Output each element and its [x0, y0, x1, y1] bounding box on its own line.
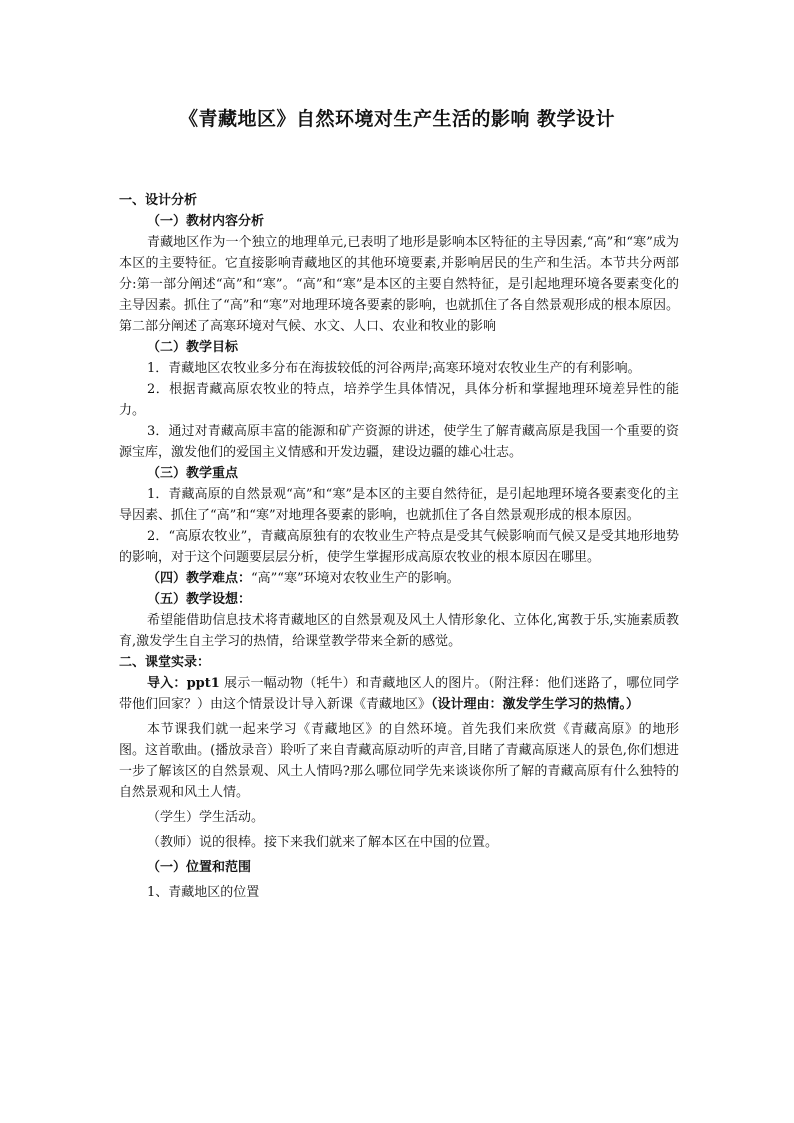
list-item-goal-1: 1．青藏地区农牧业多分布在海拔较低的河谷两岸;高寒环境对农牧业生产的有利影响。 [147, 361, 641, 376]
line-teacher-remark: （教师）说的很棒。接下来我们就来了解本区在中国的位置。 [147, 835, 499, 850]
document-title: 《青藏地区》自然环境对生产生活的影响 教学设计 [178, 108, 616, 130]
list-item-goal-2: 2．根据青藏高原农牧业的特点，培养学生具体情况，具体分析和掌握地理环境差异性的能力。 [119, 382, 679, 418]
list-item-goal-3: 3．通过对青藏高原丰富的能源和矿产资源的讲述，使学生了解青藏高原是我国一个重要的资源宝库，激发他们的爱国主义情感和开发边疆，建设边疆的雄心壮志。 [119, 424, 679, 460]
subheading-teaching-focus: （三）教学重点 [147, 466, 239, 481]
section-heading-design-analysis: 一、设计分析 [119, 193, 198, 208]
subheading-teaching-difficulty: （四）教学难点： [147, 571, 252, 586]
subheading-teaching-ideas: （五）教学设想： [147, 592, 252, 607]
subheading-teaching-goals: （二）教学目标 [147, 340, 239, 355]
teaching-difficulty-text: “高”“寒”环境对农牧业生产的影响。 [251, 571, 460, 586]
subheading-location-range: （一）位置和范围 [147, 860, 252, 875]
list-item-location: 1、青藏地区的位置 [147, 885, 260, 900]
list-item-focus-1: 1．青藏高原的自然景观“高”和“寒”是本区的主要自然待征，是引起地理环境各要素变化的主导因素、抓住了“高”和“寒”对地理各要素的影响，也就抓住了各自然景观形成的根本原因。 [119, 487, 679, 523]
subheading-content-analysis: （一）教材内容分析 [147, 214, 265, 229]
paragraph-lesson-start: 本节课我们就一起来学习《青藏地区》的自然环境。首先我们来欣赏《青藏高原》的地形图。这首歌曲。(播放录音）聆听了来自青藏高原动听的声音,目睹了青藏高原迷人的景色,你们想进一步了解该区的自然景观、风土人情吗?那么哪位同学先来谈谈你所了解的青藏高原有什么独特的自然景观和风土人情。 [119, 722, 679, 800]
intro-design-reason: （设计理由：激发学生学习的热情。） [431, 697, 640, 712]
document-body [119, 190, 679, 903]
intro-lead: 导入：ppt1 [147, 676, 220, 691]
paragraph-introduction [119, 673, 679, 715]
teaching-difficulty-line [119, 568, 679, 589]
section-heading-classroom-record: 二、课堂实录： [119, 655, 211, 670]
line-student-activity: （学生）学生活动。 [147, 810, 265, 825]
paragraph-teaching-ideas: 希望能借助信息技术将青藏地区的自然景观及风土人情形象化、立体化,寓教于乐,实施素质教育,激发学生自主学习的热情，给课堂教学带来全新的感觉。 [119, 613, 679, 649]
intro-text: 展示一幅动物（牦牛）和青藏地区人的图片。（附注释：他们迷路了，哪位同学带他们回家？）由这个情景设计导入新课《青藏地区》 [119, 676, 679, 712]
list-item-focus-2: 2．“高原农牧业”，青藏高原独有的农牧业生产特点是受其气候影响而气候又是受其地形地势的影响，对于这个问题要层层分析，使学生掌握形成高原农牧业的根本原因在哪里。 [119, 529, 679, 565]
paragraph-content-analysis: 青藏地区作为一个独立的地理单元,已表明了地形是影响本区特征的主导因素,“高”和“寒”成为本区的主要特征。它直接影响青藏地区的其他环境要素,并影响居民的生产和生活。本节共分两部分:第一部分阐述“高”和“寒”。“高”和“寒”是本区的主要自然特征，是引起地理环境各要素变化的主导因素。抓住了“高”和“寒”对地理环境各要素的影响，也就抓住了各自然景观形成的根本原因。第二部分阐述了高寒环境对气候、水文、人口、农业和牧业的影响 [119, 235, 679, 334]
